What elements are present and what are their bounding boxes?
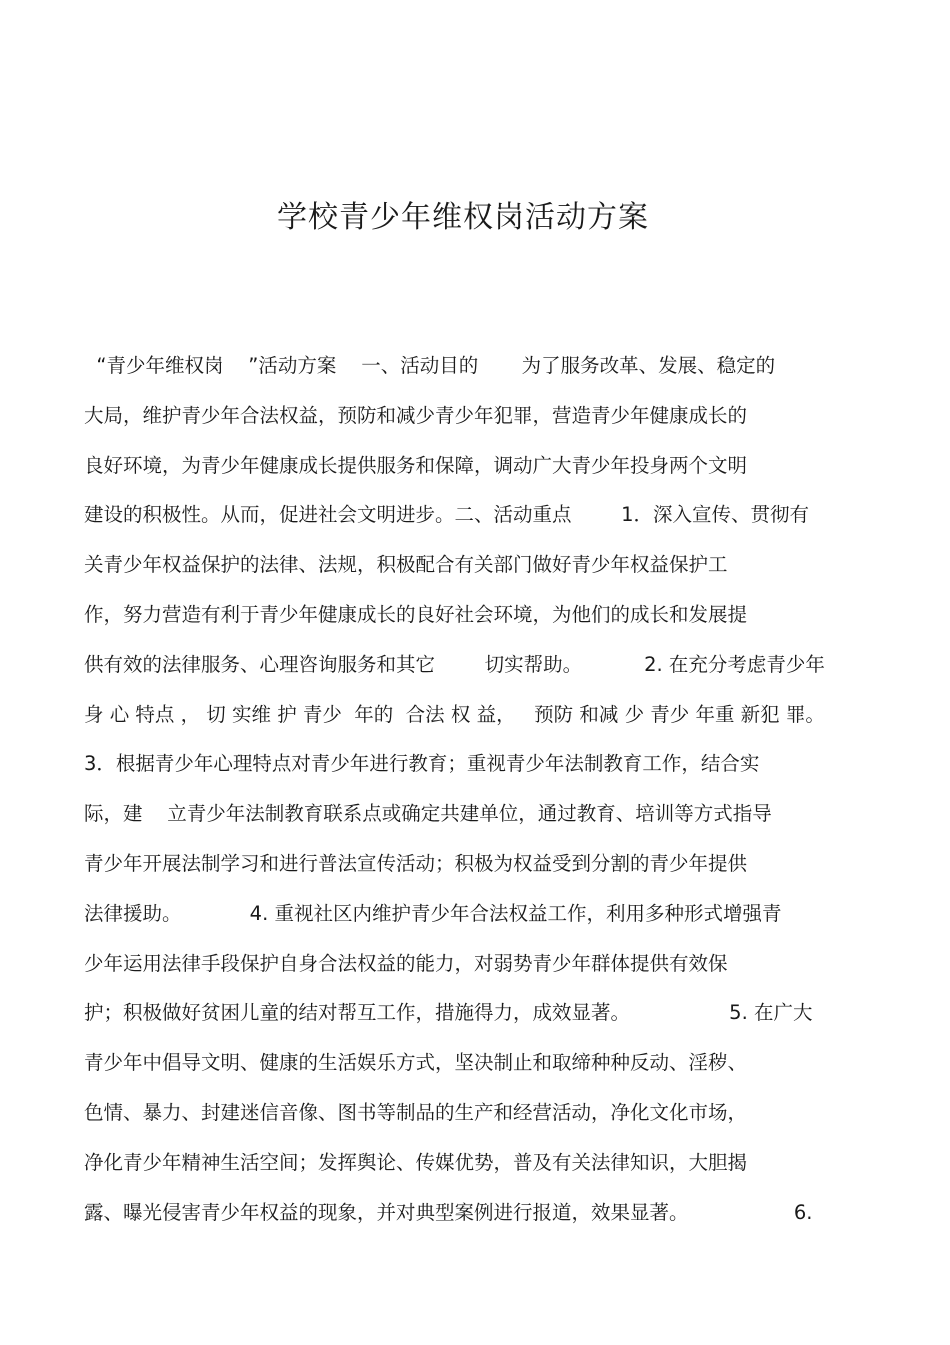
body-line: 少年运用法律手段保护自身合法权益的能力，对弱势青少年群体提供有效保 (84, 951, 728, 975)
body-line: 供有效的法律服务、心理咨询服务和其它 切实帮助。 2. 在充分考虑青少年 (84, 652, 825, 676)
body-line: 露、曝光侵害青少年权益的现象，并对典型案例进行报道，效果显著。 6. (84, 1200, 813, 1224)
body-line: 大局，维护青少年合法权益，预防和减少青少年犯罪，营造青少年健康成长的 (84, 403, 748, 427)
body-line: 青少年中倡导文明、健康的生活娱乐方式，坚决制止和取缔种种反动、淫秽、 (84, 1051, 748, 1075)
body-line: 色情、暴力、封建迷信音像、图书等制品的生产和经营活动，净化文化市场， (84, 1100, 748, 1124)
document-body (84, 346, 874, 1242)
body-line: 作，努力营造有利于青少年健康成长的良好社会环境，为他们的成长和发展提 (84, 602, 748, 626)
body-line: 法律援助。 4. 重视社区内维护青少年合法权益工作，利用多种形式增强青 (84, 901, 782, 925)
body-line: 3．根据青少年心理特点对青少年进行教育；重视青少年法制教育工作，结合实 (84, 752, 760, 776)
body-line: 关青少年权益保护的法律、法规，积极配合有关部门做好青少年权益保护工 (84, 553, 728, 577)
body-line: “青少年维权岗 ”活动方案 一、活动目的 为了服务改革、发展、稳定的 (84, 354, 776, 377)
body-line: 建设的积极性。从而，促进社会文明进步。二、活动重点 1．深入宣传、贯彻有 (84, 503, 809, 527)
body-line: 护；积极做好贫困儿童的结对帮互工作，措施得力，成效显著。 5. 在广大 (84, 1001, 813, 1025)
body-line: 身 心 特点 ， 切 实维 护 青少 年的 合法 权 益， 预防 和减 少 青少 年重 新犯 罪。 (84, 702, 825, 726)
document-title: 学校青少年维权岗活动方案 (277, 200, 649, 235)
body-line: 良好环境，为青少年健康成长提供服务和保障，调动广大青少年投身两个文明 (84, 453, 748, 477)
body-line: 际，建 立青少年法制教育联系点或确定共建单位，通过教育、培训等方式指导 (84, 802, 772, 826)
body-line: 青少年开展法制学习和进行普法宣传活动；积极为权益受到分割的青少年提供 (84, 851, 748, 875)
body-line: 净化青少年精神生活空间；发挥舆论、传媒优势，普及有关法律知识，大胆揭 (84, 1150, 748, 1174)
